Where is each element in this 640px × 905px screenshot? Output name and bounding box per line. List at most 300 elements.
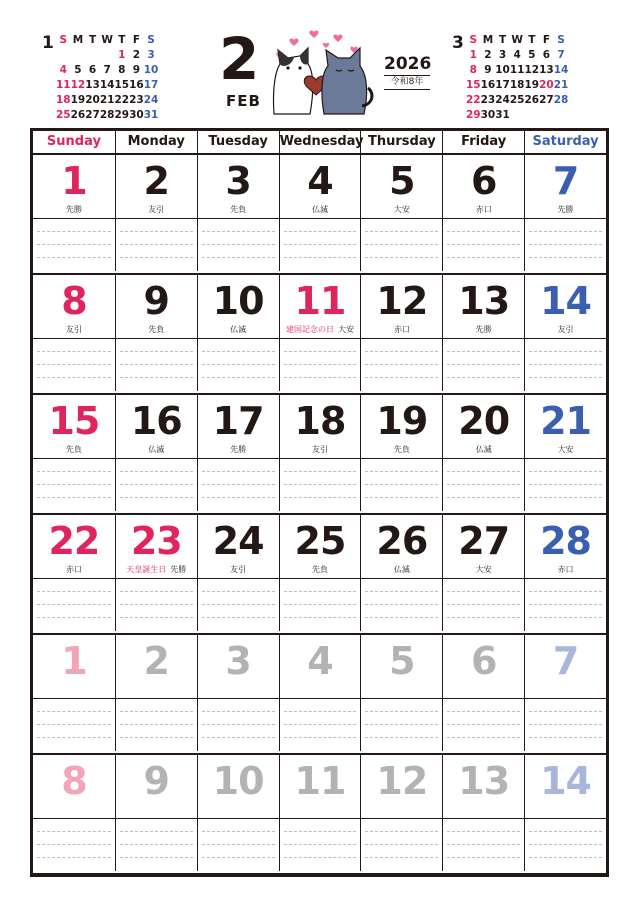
day-number: 12: [376, 279, 428, 323]
rokuyo-label: 友引: [148, 205, 165, 214]
note-line: [529, 617, 602, 618]
day-notes-area[interactable]: [33, 339, 115, 391]
day-notes-area[interactable]: [197, 579, 279, 631]
note-line: [202, 591, 275, 592]
note-line: [447, 831, 520, 832]
day-annotation: [443, 325, 524, 335]
note-line: [365, 857, 438, 858]
day-cell[interactable]: [279, 635, 361, 699]
rokuyo-label: 先負: [148, 325, 165, 334]
note-line: [37, 364, 111, 365]
day-annotation: [443, 445, 524, 455]
day-notes-area[interactable]: [442, 699, 524, 751]
mini-day: 15: [114, 79, 130, 91]
day-notes-area[interactable]: [197, 699, 279, 751]
day-number: 19: [376, 399, 428, 443]
note-line: [284, 831, 357, 832]
day-cell[interactable]: [279, 395, 361, 459]
day-number: 9: [143, 279, 169, 323]
day-notes-area[interactable]: [360, 219, 442, 271]
day-annotation: [33, 445, 115, 455]
day-number: 15: [48, 399, 100, 443]
day-cell[interactable]: [197, 755, 279, 819]
day-notes-area[interactable]: [197, 459, 279, 511]
day-cell[interactable]: [197, 395, 279, 459]
day-cell[interactable]: [442, 755, 524, 819]
day-annotation: [198, 565, 279, 575]
day-notes-area[interactable]: [33, 819, 115, 871]
mini-day: 8: [469, 64, 477, 76]
note-line: [37, 471, 111, 472]
rokuyo-label: 友引: [65, 325, 82, 334]
day-cell[interactable]: [115, 635, 197, 699]
note-line: [202, 617, 275, 618]
mini-weekday-header: S: [557, 34, 565, 46]
note-line: [529, 471, 602, 472]
note-line: [120, 471, 193, 472]
day-cell[interactable]: [524, 515, 606, 579]
note-line: [37, 857, 111, 858]
day-number: 1: [61, 159, 87, 203]
day-annotation: [443, 565, 524, 575]
mini-day: [56, 48, 71, 63]
note-line: [365, 231, 438, 232]
note-line: [202, 497, 275, 498]
day-number: 21: [540, 399, 591, 443]
note-line: [37, 724, 111, 725]
mini-day: [85, 48, 100, 63]
mini-day: 22: [466, 94, 481, 106]
note-line: [447, 844, 520, 845]
note-line: [120, 831, 193, 832]
day-cell[interactable]: [279, 755, 361, 819]
day-notes-area[interactable]: [524, 819, 606, 871]
note-line: [447, 857, 520, 858]
weekday-header-row: [33, 131, 606, 155]
day-notes-area[interactable]: [360, 579, 442, 631]
day-cell[interactable]: [197, 515, 279, 579]
day-notes-area[interactable]: [115, 579, 197, 631]
day-notes-area[interactable]: [360, 459, 442, 511]
mini-day: 13: [539, 64, 554, 76]
note-line: [365, 471, 438, 472]
mini-day: 5: [528, 49, 536, 61]
day-cell[interactable]: [197, 275, 279, 339]
day-notes-area[interactable]: [524, 579, 606, 631]
mini-day: 31: [495, 109, 510, 121]
note-line: [447, 724, 520, 725]
mini-day: 10: [495, 64, 510, 76]
next-month-day-number: 4: [307, 639, 333, 683]
note-line: [447, 231, 520, 232]
day-cell[interactable]: [442, 635, 524, 699]
note-line: [120, 364, 193, 365]
day-annotation: [198, 205, 279, 215]
mini-day: [510, 108, 525, 123]
day-cell[interactable]: [360, 755, 442, 819]
mini-day: 16: [129, 79, 144, 91]
mini-day: 7: [557, 49, 565, 61]
mini-day: 20: [539, 79, 554, 91]
day-number: 2: [143, 159, 169, 203]
rokuyo-label: 友引: [311, 445, 328, 454]
note-line: [365, 244, 438, 245]
rokuyo-label: 先勝: [557, 205, 574, 214]
note-line: [120, 377, 193, 378]
next-month-number: 3: [452, 33, 464, 53]
note-line: [529, 591, 602, 592]
rokuyo-label: 仏滅: [230, 325, 247, 334]
day-number: 6: [470, 159, 497, 203]
day-notes-area[interactable]: [115, 219, 197, 271]
rokuyo-label: 大安: [557, 445, 574, 454]
note-line: [120, 737, 193, 738]
rokuyo-label: 仏滅: [311, 205, 328, 214]
day-cell[interactable]: [442, 515, 524, 579]
mini-day: 18: [509, 79, 525, 91]
day-notes-area[interactable]: [360, 819, 442, 871]
note-line: [529, 724, 602, 725]
note-line: [447, 364, 520, 365]
day-cell[interactable]: [115, 395, 197, 459]
day-notes-area[interactable]: [33, 219, 115, 271]
day-cell[interactable]: [115, 155, 197, 219]
day-notes-area[interactable]: [360, 699, 442, 751]
note-line: [529, 257, 602, 258]
rokuyo-label: 先勝: [475, 325, 492, 334]
note-line: [284, 617, 357, 618]
note-line: [365, 711, 438, 712]
day-cell[interactable]: [279, 275, 361, 339]
day-notes-area[interactable]: [279, 339, 361, 391]
note-line: [529, 711, 602, 712]
note-line: [447, 497, 520, 498]
mini-day: [71, 48, 86, 63]
day-number: 3: [225, 159, 251, 203]
mini-day: 8: [118, 64, 126, 76]
day-notes-area[interactable]: [442, 339, 524, 391]
note-line: [284, 844, 357, 845]
day-cell[interactable]: [33, 635, 115, 699]
note-line: [529, 351, 602, 352]
note-line: [284, 377, 357, 378]
note-line: [284, 724, 357, 725]
note-line: [120, 844, 193, 845]
mini-weekday-header: S: [147, 34, 155, 46]
day-cell[interactable]: [115, 275, 197, 339]
day-cell[interactable]: [33, 515, 115, 579]
next-month-day-number: 9: [143, 759, 169, 803]
day-cell[interactable]: [115, 755, 197, 819]
day-cell[interactable]: [442, 395, 524, 459]
note-line: [447, 617, 520, 618]
day-cell[interactable]: [33, 275, 115, 339]
day-cell[interactable]: [115, 515, 197, 579]
day-annotation: [525, 325, 606, 335]
day-annotation: [361, 565, 442, 575]
note-line: [447, 377, 520, 378]
note-line: [284, 364, 357, 365]
next-month-day-number: 14: [540, 759, 591, 803]
day-cell[interactable]: [442, 155, 524, 219]
holiday-name: 天皇誕生日: [126, 565, 167, 574]
note-line: [447, 484, 520, 485]
day-notes-area[interactable]: [360, 339, 442, 391]
mini-day: 3: [147, 49, 155, 61]
day-cell[interactable]: [524, 275, 606, 339]
mini-day: 9: [132, 64, 141, 76]
note-line: [37, 231, 111, 232]
day-cell[interactable]: [360, 515, 442, 579]
note-line: [37, 497, 111, 498]
rokuyo-label: 先勝: [170, 565, 187, 574]
day-annotation: [198, 325, 279, 335]
day-number: 27: [458, 519, 510, 563]
day-number: 14: [540, 279, 591, 323]
mini-day: 15: [466, 79, 481, 91]
day-cell[interactable]: [197, 155, 279, 219]
day-annotation: [361, 325, 442, 335]
mini-day: 27: [85, 109, 100, 121]
mini-weekday-header: T: [498, 34, 507, 46]
note-line: [284, 484, 357, 485]
month-number: 2: [219, 25, 260, 93]
day-notes-area[interactable]: [33, 459, 115, 511]
mini-day: 28: [99, 109, 115, 121]
mini-weekday-header: M: [482, 34, 494, 46]
day-notes-area[interactable]: [197, 339, 279, 391]
mini-day: 29: [466, 109, 481, 121]
day-notes-area[interactable]: [33, 579, 115, 631]
mini-day: 19: [524, 79, 540, 91]
day-number: 17: [212, 399, 264, 443]
mini-day: 12: [524, 64, 540, 76]
mini-day: [100, 48, 115, 63]
note-line: [202, 364, 275, 365]
month-abbreviation: FEB: [226, 92, 261, 110]
mini-day: 29: [114, 109, 130, 121]
day-notes-area[interactable]: [279, 459, 361, 511]
mini-day: 28: [553, 94, 569, 106]
day-annotation: [525, 445, 606, 455]
note-line: [202, 257, 275, 258]
day-cell[interactable]: [524, 635, 606, 699]
weekday-header: Friday: [442, 131, 524, 153]
day-cell[interactable]: [524, 155, 606, 219]
day-cell[interactable]: [33, 755, 115, 819]
day-notes-area[interactable]: [115, 819, 197, 871]
note-line: [120, 231, 193, 232]
note-line: [529, 484, 602, 485]
day-notes-area[interactable]: [197, 819, 279, 871]
mini-day: 6: [542, 49, 551, 61]
day-cell[interactable]: [360, 155, 442, 219]
day-cell[interactable]: [360, 635, 442, 699]
next-month-day-number: 1: [61, 639, 87, 683]
rokuyo-label: 大安: [475, 565, 492, 574]
rokuyo-label: 大安: [393, 205, 410, 214]
day-notes-area[interactable]: [115, 699, 197, 751]
year: 2026: [384, 54, 432, 74]
weekday-header: Thursday: [360, 131, 442, 153]
cats-illustration: [264, 26, 376, 116]
note-line: [120, 257, 193, 258]
note-line: [37, 244, 111, 245]
note-line: [284, 231, 357, 232]
note-line: [120, 351, 193, 352]
note-line: [120, 604, 193, 605]
day-notes-area[interactable]: [115, 459, 197, 511]
note-line: [284, 711, 357, 712]
note-line: [37, 711, 111, 712]
rokuyo-label: 仏滅: [393, 565, 410, 574]
note-line: [120, 857, 193, 858]
note-line: [365, 737, 438, 738]
day-number: 4: [307, 159, 333, 203]
day-notes-area[interactable]: [442, 819, 524, 871]
note-line: [365, 364, 438, 365]
day-notes-area[interactable]: [279, 219, 361, 271]
note-line: [365, 617, 438, 618]
day-cell[interactable]: [33, 395, 115, 459]
rokuyo-label: 先負: [230, 205, 247, 214]
day-notes-area[interactable]: [524, 699, 606, 751]
rokuyo-label: 大安: [337, 325, 354, 334]
day-annotation: [33, 565, 115, 575]
weekday-header: Saturday: [524, 131, 606, 153]
note-line: [120, 724, 193, 725]
note-line: [37, 484, 111, 485]
previous-month-number: 1: [42, 33, 54, 53]
note-line: [284, 244, 357, 245]
rokuyo-label: 赤口: [65, 565, 82, 574]
mini-day: 17: [143, 79, 159, 91]
note-line: [202, 604, 275, 605]
weekday-header: Wednesday: [279, 131, 361, 153]
note-line: [37, 591, 111, 592]
note-line: [447, 604, 520, 605]
day-annotation: [33, 205, 115, 215]
mini-day: 4: [513, 49, 521, 61]
holiday-name: 建国記念の日: [285, 325, 334, 334]
day-notes-area[interactable]: [33, 699, 115, 751]
note-line: [529, 231, 602, 232]
next-month-day-number: 3: [225, 639, 251, 683]
day-annotation: [361, 445, 442, 455]
mini-weekday-header: W: [101, 34, 113, 46]
rokuyo-label: 先負: [65, 445, 82, 454]
note-line: [202, 244, 275, 245]
day-cell[interactable]: [360, 275, 442, 339]
day-cell[interactable]: [279, 515, 361, 579]
mini-weekday-header: M: [72, 34, 84, 46]
mini-weekday-header: S: [469, 34, 478, 46]
mini-day: 23: [129, 94, 144, 106]
day-notes-area[interactable]: [524, 459, 606, 511]
rokuyo-label: 友引: [230, 565, 247, 574]
mini-day: 2: [484, 49, 492, 61]
day-notes-area[interactable]: [279, 819, 361, 871]
mini-day: 30: [480, 109, 496, 121]
day-annotation: [280, 205, 361, 215]
day-notes-area[interactable]: [524, 219, 606, 271]
note-line: [37, 737, 111, 738]
day-notes-area[interactable]: [115, 339, 197, 391]
weekday-header: Tuesday: [197, 131, 279, 153]
mini-weekday-header: T: [528, 34, 536, 46]
day-number: 22: [48, 519, 100, 563]
day-notes-area[interactable]: [524, 339, 606, 391]
note-line: [365, 484, 438, 485]
note-line: [447, 471, 520, 472]
day-annotation: [361, 205, 442, 215]
day-cell[interactable]: [197, 635, 279, 699]
day-cell[interactable]: [442, 275, 524, 339]
day-cell[interactable]: [33, 155, 115, 219]
day-number: 20: [458, 399, 510, 443]
day-annotation: [443, 205, 524, 215]
note-line: [529, 844, 602, 845]
day-notes-area[interactable]: [279, 699, 361, 751]
day-number: 28: [540, 519, 591, 563]
note-line: [447, 244, 520, 245]
note-line: [37, 377, 111, 378]
mini-weekday-header: T: [88, 34, 97, 46]
day-cell[interactable]: [524, 755, 606, 819]
day-annotation: [280, 565, 361, 575]
day-cell[interactable]: [360, 395, 442, 459]
day-annotation: [116, 565, 197, 575]
day-notes-area[interactable]: [442, 219, 524, 271]
day-cell[interactable]: [524, 395, 606, 459]
day-annotation: [280, 325, 361, 335]
day-notes-area[interactable]: [279, 579, 361, 631]
day-notes-area[interactable]: [197, 219, 279, 271]
mini-day: 7: [103, 64, 111, 76]
note-line: [202, 231, 275, 232]
day-number: 25: [294, 519, 346, 563]
note-line: [202, 377, 275, 378]
note-line: [529, 737, 602, 738]
mini-day: 25: [56, 109, 71, 121]
mini-weekday-header: F: [132, 34, 141, 46]
next-month-day-number: 13: [458, 759, 510, 803]
day-cell[interactable]: [279, 155, 361, 219]
note-line: [365, 591, 438, 592]
note-line: [447, 737, 520, 738]
next-month-day-number: 6: [470, 639, 497, 683]
calendar-week-row: [33, 395, 606, 515]
mini-day: 31: [143, 109, 159, 121]
mini-day: [554, 108, 569, 123]
note-line: [284, 604, 357, 605]
next-month-day-number: 11: [294, 759, 346, 803]
day-notes-area[interactable]: [442, 459, 524, 511]
day-notes-area[interactable]: [442, 579, 524, 631]
note-line: [120, 497, 193, 498]
mini-day: 18: [56, 94, 71, 106]
note-line: [202, 844, 275, 845]
note-line: [529, 831, 602, 832]
mini-day: 20: [85, 94, 100, 106]
rokuyo-label: 友引: [557, 325, 574, 334]
mini-day: 22: [114, 94, 130, 106]
mini-day: 13: [85, 79, 100, 91]
note-line: [365, 831, 438, 832]
day-number: 16: [130, 399, 182, 443]
mini-day: 1: [469, 49, 477, 61]
weekday-header: Monday: [115, 131, 197, 153]
